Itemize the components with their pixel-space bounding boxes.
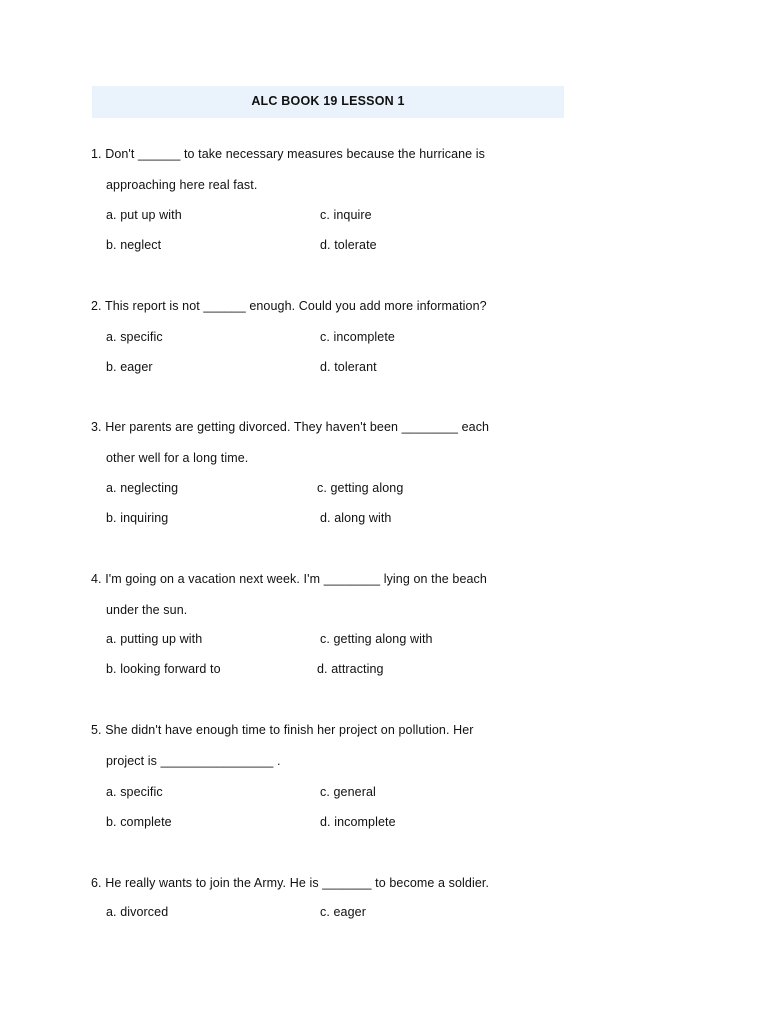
question-1-option-b: b. neglect (106, 238, 162, 252)
question-4-option-b: b. looking forward to (106, 662, 221, 676)
question-1-option-a: a. put up with (106, 208, 182, 222)
question-6-text-line-1: 6. He really wants to join the Army. He is _______ to become a soldier. (91, 876, 490, 890)
question-4-option-c: c. getting along with (320, 632, 433, 646)
title-bar (92, 86, 564, 118)
question-2-option-c: c. incomplete (320, 330, 395, 344)
question-5-option-c: c. general (320, 785, 376, 799)
question-1-text-line-2: approaching here real fast. (106, 178, 258, 192)
question-3-option-a: a. neglecting (106, 481, 179, 495)
question-4-option-d: d. attracting (317, 662, 384, 676)
question-3-text-line-1: 3. Her parents are getting divorced. They haven't been ________ each (91, 420, 490, 434)
question-4-text-line-1: 4. I'm going on a vacation next week. I'm ________ lying on the beach (91, 572, 487, 586)
question-2-option-a: a. specific (106, 330, 163, 344)
question-5-option-d: d. incomplete (320, 815, 396, 829)
question-2-option-b: b. eager (106, 360, 153, 374)
question-2-text-line-1: 2. This report is not ______ enough. Could you add more information? (91, 299, 487, 313)
question-3-text-line-2: other well for a long time. (106, 451, 249, 465)
question-1-option-d: d. tolerate (320, 238, 377, 252)
question-6-option-c: c. eager (320, 905, 366, 919)
question-5-text-line-2: project is ________________ . (106, 754, 281, 768)
question-3-option-b: b. inquiring (106, 511, 169, 525)
question-3-option-d: d. along with (320, 511, 392, 525)
question-6-option-a: a. divorced (106, 905, 169, 919)
question-5-option-a: a. specific (106, 785, 163, 799)
question-3-option-c: c. getting along (317, 481, 404, 495)
question-4-text-line-2: under the sun. (106, 603, 188, 617)
question-1-option-c: c. inquire (320, 208, 372, 222)
question-1-text-line-1: 1. Don't ______ to take necessary measures because the hurricane is (91, 147, 486, 161)
question-5-text-line-1: 5. She didn't have enough time to finish her project on pollution. Her (91, 723, 474, 737)
question-2-option-d: d. tolerant (320, 360, 377, 374)
question-4-option-a: a. putting up with (106, 632, 203, 646)
page-title: ALC BOOK 19 LESSON 1 (251, 94, 405, 108)
question-5-option-b: b. complete (106, 815, 172, 829)
